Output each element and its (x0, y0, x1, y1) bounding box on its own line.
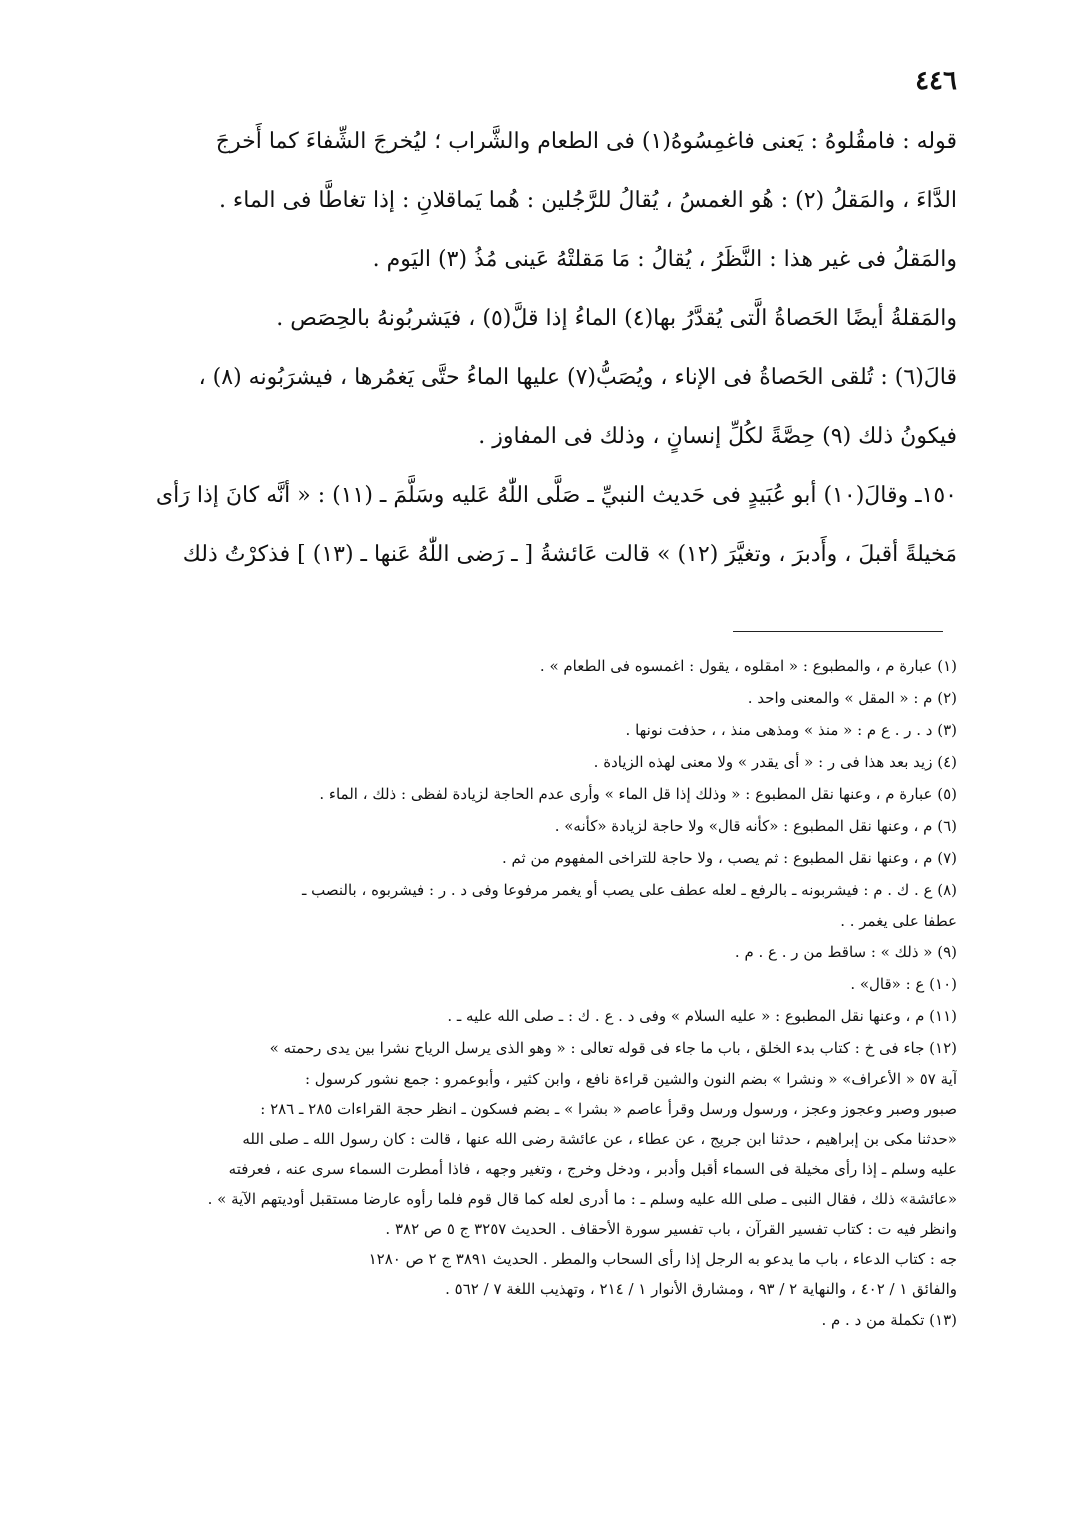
footnote-12-continued: عليه وسلم ـ إذا رأى مخيلة فى السماء أقبل وأدبر ، ودخل وخرج ، وتغير وجهه ، فاذا أمطرت السماء سرى عنه ، فعرفته (228, 1160, 957, 1178)
main-text (112, 112, 957, 584)
main-text-line: مَخيلةً أقبلَ ، وأَدبرَ ، وتغيَّرَ (١٢) » قالت عَائشةُ [ ـ رَضى اللّٰهُ عَنها ـ (١٣) ] فذكرْتُ ذلك (182, 542, 957, 567)
footnote-12-continued: صبور وصبر وعجوز وعجز ، ورسول ورسل وقرأ عاصم « بشرا » ـ بضم فسكون ـ انظر حجة القراءات ٢٨٥ ـ ٢٨٦ : (260, 1100, 957, 1118)
footnote-9: (٩) « ذلك » : ساقط من ر . ع . م . (734, 943, 957, 961)
main-text-line: ١٥٠ـ وقالَ(١٠) أبو عُبَيدٍ فى حَديث النبيِّ ـ صَلَّى اللّٰهُ عَليه وسَلَّمَ ـ (١١) : « أنَّه كانَ إذا رَأى (155, 483, 957, 508)
footnote-2: (٢) م : « المقل » والمعنى واحد . (747, 689, 957, 707)
footnote-13: (١٣) تكملة من د . م . (821, 1311, 957, 1329)
footnote-12-continued: جه : كتاب الدعاء ، باب ما يدعو به الرجل إذا رأى السحاب والمطر . الحديث ٣٨٩١ ج ٢ ص ١٢٨٠ (368, 1250, 957, 1268)
footnote-12: (١٢) جاء فى خ : كتاب بدء الخلق ، باب ما جاء فى قوله تعالى : « وهو الذى يرسل الرياح نشرا بين يدى رحمته » (269, 1039, 957, 1057)
main-text-line: فيكونُ ذلك (٩) حِصَّةً لكُلِّ إنسانٍ ، وذلك فى المفاوز . (478, 424, 957, 449)
main-text-line: قالَ(٦) : تُلقى الحَصاةُ فى الإناء ، ويُصَبُّ(٧) عليها الماءُ حتَّى يَغمُرها ، فيشرَبُونه (٨) ، (198, 365, 957, 390)
footnotes (107, 650, 957, 1336)
footnote-8-continued: عطفا على يغمر . . (840, 912, 957, 930)
footnote-5: (٥) عبارة م ، وعنها نقل المطبوع : « وذلك إذا قل الماء » وأرى عدم الحاجة لزيادة لفظى : ذلك ، الماء . (319, 785, 957, 803)
page-number: ٤٤٦ (915, 66, 957, 96)
footnote-11: (١١) م ، وعنها نقل المطبوع : « عليه السلام » وفى د . ع . ك : ـ صلى الله عليه ـ . (447, 1007, 957, 1025)
main-text-line: قوله : فامقُلوهُ : يَعنى فاغمِسُوهُ(١) فى الطعام والشَّراب ؛ ليُخرجَ الشِّفاءَ كما أَخرجَ (215, 129, 957, 154)
main-text-line: والمَقلةُ أيضًا الحَصاةُ الَّتى يُقدَّرُ بها(٤) الماءُ إذا قلَّ(٥) ، فيَشربُونهُ بالحِصَص . (276, 306, 957, 331)
footnote-divider (733, 631, 943, 632)
footnote-10: (١٠) ع : «قال» . (850, 975, 957, 993)
footnote-3: (٣) د . ر . ع م : « منذ » ومذهى منذ ، ، حذفت نونها . (625, 721, 957, 739)
main-text-line: الدَّاءَ ، والمَقلُ (٢) : هُو الغمسُ ، يُقالُ للرَّجُلين : هُما يَماقلانِ : إذا تغاطَّا فى الماء . (218, 188, 957, 213)
footnote-12-continued: وانظر فيه ت : كتاب تفسير القرآن ، باب تفسير سورة الأحقاف . الحديث ٣٢٥٧ ج ٥ ص ٣٨٢ . (385, 1220, 957, 1238)
footnote-12-continued: «عائشة» ذلك ، فقال النبى ـ صلى الله عليه وسلم ـ : ما أدرى لعله كما قال قوم فلما رأوه عارضا مستقبل أوديتهم الآية » . (207, 1190, 957, 1208)
footnote-1: (١) عبارة م ، والمطبوع : « امقلوه ، يقول : اغمسوه فى الطعام » . (539, 657, 957, 675)
footnote-6: (٦) م ، وعنها نقل المطبوع : «كأنه قال» ولا حاجة لزيادة «كأنه» . (554, 817, 957, 835)
footnote-12-continued: آية ٥٧ « الأعراف» « ونشرا » بضم النون والشين قراءة نافع ، وابن كثير ، وأبوعمرو : جمع نشور كرسول : (304, 1070, 957, 1088)
footnote-12-continued: والفائق ١ / ٤٠٢ ، والنهاية ٢ / ٩٣ ، ومشارق الأنوار ١ / ٢١٤ ، وتهذيب اللغة ٧ / ٥٦٢ . (445, 1280, 957, 1298)
footnote-7: (٧) م ، وعنها نقل المطبوع : ثم يصب ، ولا حاجة للتراخى المفهوم من ثم . (502, 849, 957, 867)
footnote-8: (٨) ع . ك . م : فيشربونه ـ بالرفع ـ لعله عطف على يصب أو يغمر مرفوعا وفى د . ر : فيشربوه ، بالنصب ـ (301, 881, 957, 899)
footnote-4: (٤) زيد بعد هذا فى ر : « أى يقدر » ولا معنى لهذه الزيادة . (593, 753, 957, 771)
main-text-line: والمَقلُ فى غير هذا : النَّظَرُ ، يُقالُ : مَا مَقلتْهُ عَينى مُذُ (٣) اليَوم . (372, 247, 957, 272)
footnote-12-continued: «حدثنا مكى بن إبراهيم ، حدثنا ابن جريج ، عن عطاء ، عن عائشة رضى الله عنها ، قالت : كان رسول الله ـ صلى الله (242, 1130, 957, 1148)
